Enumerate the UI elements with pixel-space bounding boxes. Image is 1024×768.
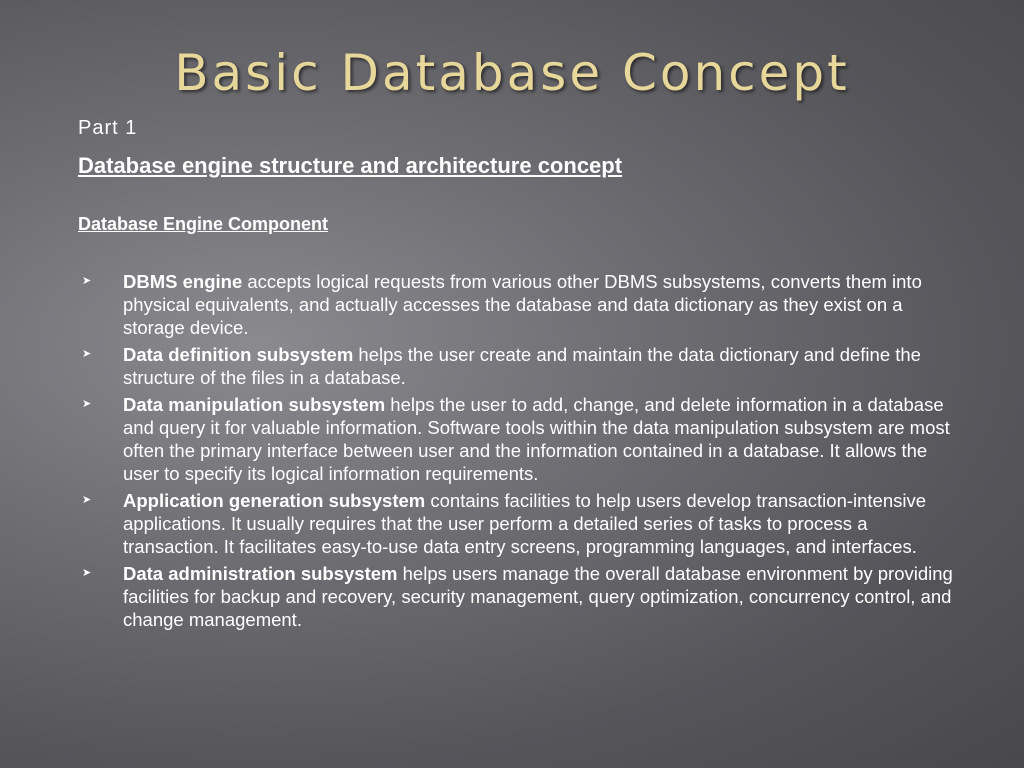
slide-subtitle: Database engine structure and architecture concept — [78, 153, 623, 178]
arrowhead-bullet-icon: ➤ — [82, 567, 92, 579]
bullet-text: helps the user to add, change, and delete information in a database and query it for valuable information. Software tools within the data manipulation subsystem are most often the primary interface between user and the information contained in a database. It allows the user to specify its logical information requirements. — [123, 394, 950, 484]
bullet-text: contains facilities to help users develop transaction-intensive applications. It usually requires that the user perform a detailed series of tasks to process a transaction. It facilitates easy-to-use data entry screens, programming languages, and interfaces. — [123, 490, 927, 557]
bullet-text: accepts logical requests from various other DBMS subsystems, converts them into physical equivalents, and actually accesses the database and data dictionary as they exist on a storage device. — [123, 271, 922, 338]
part-label: Part 1 — [78, 117, 138, 139]
bullet-term: Data administration subsystem — [123, 563, 398, 584]
bullet-item-data-administration — [78, 562, 968, 631]
arrowhead-bullet-icon: ➤ — [82, 275, 92, 287]
section-heading: Database Engine Component — [78, 214, 329, 234]
bullet-term: Data manipulation subsystem — [123, 394, 386, 415]
bullet-item-data-manipulation — [78, 393, 968, 485]
slide-title: Basic Database Concept — [174, 44, 850, 102]
arrowhead-bullet-icon: ➤ — [82, 348, 92, 360]
bullet-term: Application generation subsystem — [123, 490, 426, 511]
bullet-item-data-definition — [78, 343, 968, 389]
bullet-term: DBMS engine — [123, 271, 243, 292]
bullet-item-dbms-engine — [78, 270, 968, 339]
arrowhead-bullet-icon: ➤ — [82, 398, 92, 410]
bullet-text: helps the user create and maintain the data dictionary and define the structure of the files in a database. — [123, 344, 921, 388]
bullet-item-application-generation — [78, 489, 968, 558]
bullet-text: helps users manage the overall database environment by providing facilities for backup and recovery, security management, query optimization, concurrency control, and change management. — [123, 563, 953, 630]
bullet-term: Data definition subsystem — [123, 344, 354, 365]
arrowhead-bullet-icon: ➤ — [82, 494, 92, 506]
bullet-list — [78, 270, 968, 635]
